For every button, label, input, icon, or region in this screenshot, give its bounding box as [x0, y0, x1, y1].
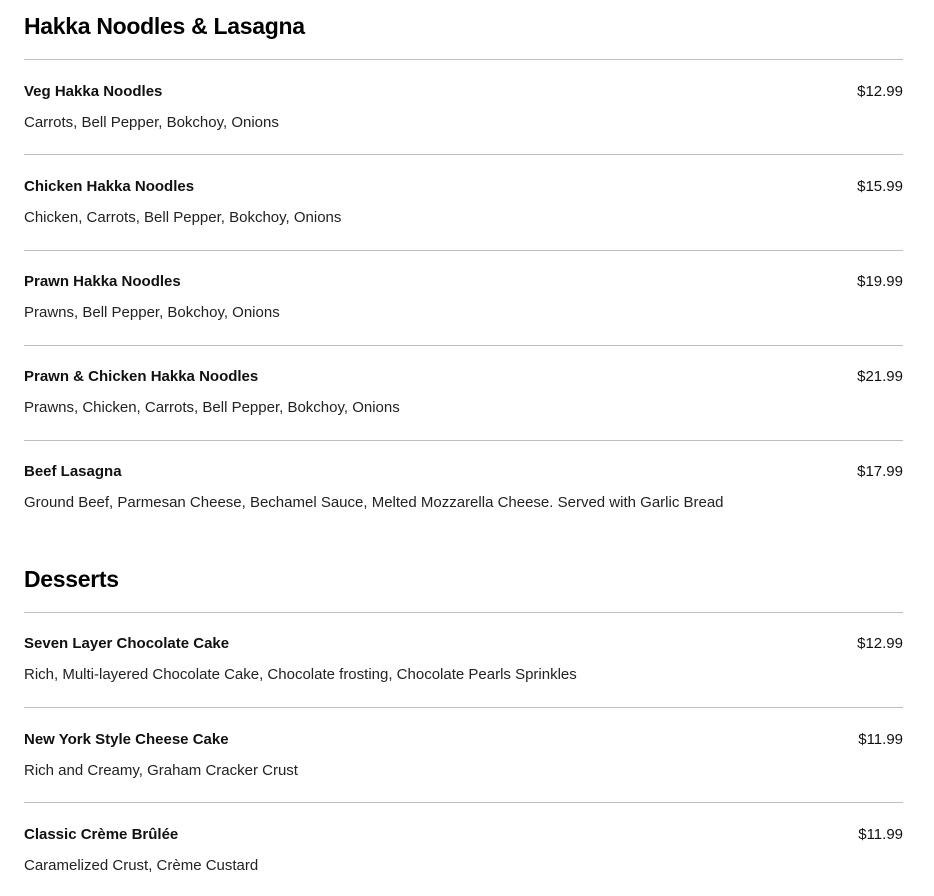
item-description: Prawns, Bell Pepper, Bokchoy, Onions [24, 304, 280, 321]
item-name: Chicken Hakka Noodles [24, 178, 195, 195]
item-name: Veg Hakka Noodles [24, 83, 163, 100]
divider [24, 802, 903, 803]
item-description: Prawns, Chicken, Carrots, Bell Pepper, Bokchoy, Onions [24, 399, 400, 416]
item-description: Carrots, Bell Pepper, Bokchoy, Onions [24, 114, 279, 131]
item-name: New York Style Cheese Cake [24, 731, 229, 748]
item-description: Caramelized Crust, Crème Custard [24, 857, 259, 874]
section-title: Hakka Noodles & Lasagna [24, 13, 305, 39]
item-name: Classic Crème Brûlée [24, 826, 179, 843]
section-title: Desserts [24, 566, 119, 592]
divider [24, 440, 903, 441]
item-price: $12.99 [857, 635, 903, 652]
menu-item [24, 273, 903, 333]
divider [24, 59, 903, 60]
divider [24, 250, 903, 251]
item-price: $11.99 [858, 731, 903, 748]
item-price: $15.99 [857, 178, 903, 195]
divider [24, 707, 903, 708]
item-description: Ground Beef, Parmesan Cheese, Bechamel Sauce, Melted Mozzarella Cheese. Served with Garlic Bread [24, 494, 724, 511]
menu-item [24, 731, 903, 791]
item-name: Beef Lasagna [24, 463, 122, 480]
menu-item [24, 635, 903, 695]
item-description: Rich, Multi-layered Chocolate Cake, Chocolate frosting, Chocolate Pearls Sprinkles [24, 666, 577, 683]
divider [24, 154, 903, 155]
item-price: $19.99 [857, 273, 903, 290]
item-price: $12.99 [857, 83, 903, 100]
item-price: $11.99 [858, 826, 903, 843]
divider [24, 612, 903, 613]
menu-item [24, 83, 903, 143]
menu-item [24, 463, 903, 523]
item-description: Rich and Creamy, Graham Cracker Crust [24, 762, 298, 779]
divider [24, 345, 903, 346]
item-price: $21.99 [857, 368, 903, 385]
menu-item [24, 178, 903, 238]
menu-item [24, 368, 903, 428]
menu-item [24, 826, 903, 886]
item-description: Chicken, Carrots, Bell Pepper, Bokchoy, Onions [24, 209, 342, 226]
item-name: Seven Layer Chocolate Cake [24, 635, 230, 652]
item-price: $17.99 [857, 463, 903, 480]
item-name: Prawn Hakka Noodles [24, 273, 181, 290]
item-name: Prawn & Chicken Hakka Noodles [24, 368, 259, 385]
